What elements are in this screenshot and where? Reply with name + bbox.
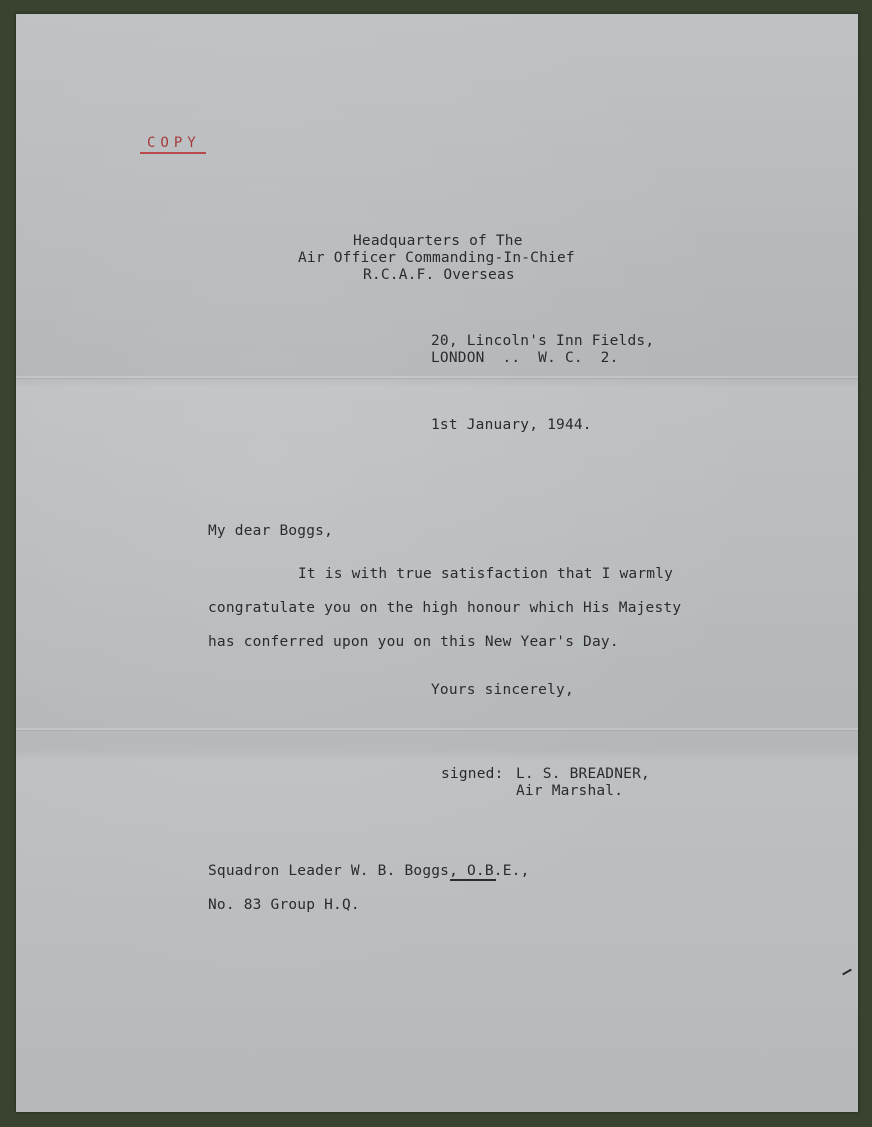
address-line-1: 20, Lincoln's Inn Fields, [431,333,655,349]
letterhead-line-1: Headquarters of The [353,233,523,249]
signature-name: L. S. BREADNER, [516,766,650,782]
paper-fold-bottom [16,728,858,730]
body-line-1: It is with true satisfaction that I warmly [298,566,674,582]
closing: Yours sincerely, [431,682,574,698]
letter-date: 1st January, 1944. [431,417,592,433]
recipient-name-text: Squadron Leader W. B. Boggs, [208,863,459,879]
copy-stamp: COPY [147,135,201,151]
recipient-honour-comma: , [520,863,530,879]
recipient-unit: No. 83 Group H.Q. [208,897,360,913]
recipient-honour: O.B.E. [466,863,521,879]
address-line-2: LONDON .. W. C. 2. [431,350,619,366]
letterhead-line-2: Air Officer Commanding-In-Chief [298,250,575,266]
paper-fold-top [16,376,858,378]
honour-underline [450,879,496,881]
signature-label: signed: [441,766,504,782]
body-line-2: congratulate you on the high honour which His Majesty [208,600,682,616]
letterhead-line-3: R.C.A.F. Overseas [363,267,515,283]
signature-rank: Air Marshal. [516,783,624,799]
recipient-name [208,863,530,879]
salutation: My dear Boggs, [208,523,334,539]
body-line-3: has conferred upon you on this New Year's Day. [208,634,619,650]
letter-sheet [16,14,858,1112]
copy-stamp-underline [140,152,206,154]
pencil-mark [842,969,852,976]
